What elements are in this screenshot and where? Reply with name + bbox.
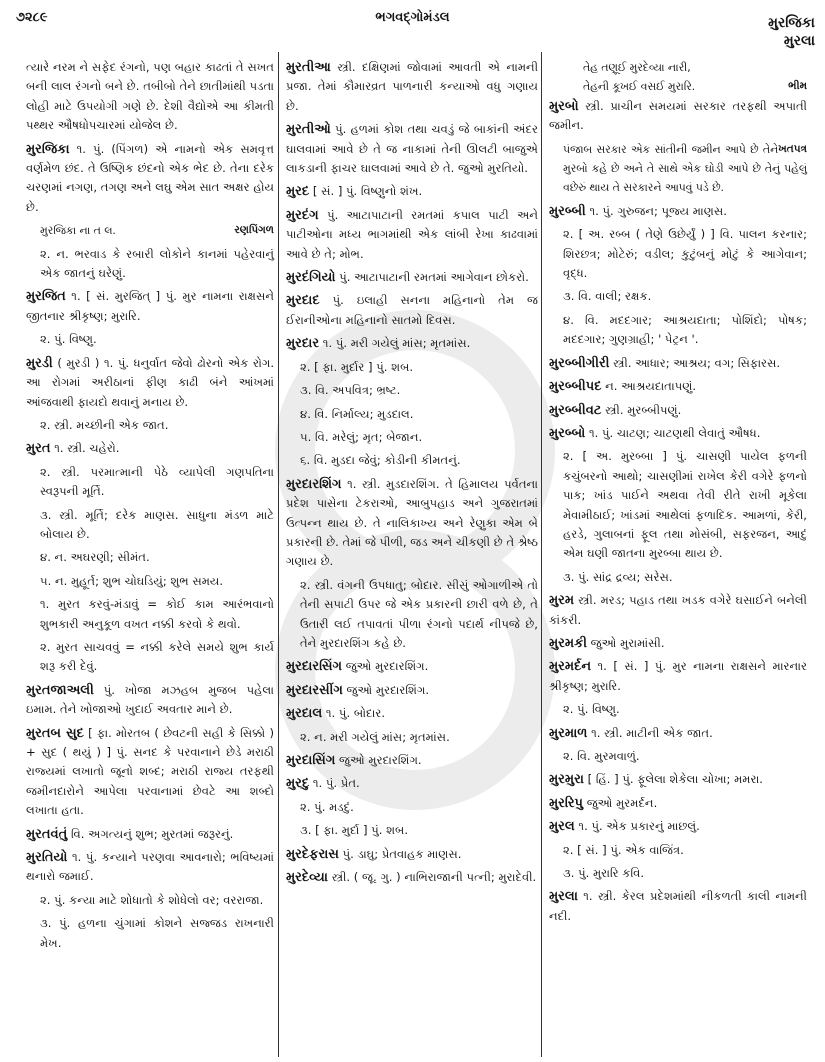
definition-text: ૪. વિ. નિર્માલ્ય; મુડદાલ. bbox=[300, 406, 414, 421]
dictionary-entry bbox=[286, 751, 538, 770]
definition-text: ૧. પું. બોદાર. bbox=[325, 706, 386, 721]
definition-text: ૨. [ સં. ] પું. એક વાજિંત્ર. bbox=[563, 842, 684, 857]
dictionary-entry bbox=[286, 182, 538, 201]
definition-text: ૨. પું. કન્યા માટે શોધાતો કે શોધેલો વર; વરરાજા. bbox=[40, 892, 264, 907]
definition-text: ૨. વિ. મુરમવાળું. bbox=[563, 749, 640, 763]
sense-item bbox=[563, 311, 807, 350]
headword: મુરજિકા bbox=[26, 141, 70, 157]
definition-text: જુઓ મુરદારશિંગ. bbox=[345, 659, 429, 674]
definition-text: ૨. [ ફા. મુર્દાર ] પું. શબ. bbox=[300, 359, 414, 374]
definition-text: જુઓ મુરમર્દન. bbox=[586, 795, 658, 810]
headword: મુરલ bbox=[549, 819, 575, 835]
sense-item bbox=[300, 428, 538, 447]
definition-text: સ્ત્રી. આધાર; આશ્રય; વગ; સિફારસ. bbox=[613, 355, 781, 370]
book-title: ભગવદ્ગોમંડલ bbox=[375, 10, 450, 25]
headword: મુરમાળ bbox=[549, 725, 588, 741]
sense-item bbox=[40, 891, 274, 910]
definition-text: ૩. [ ફા. મુર્દા ] પું. શબ. bbox=[300, 823, 409, 838]
headword: મુરતવંતું bbox=[26, 826, 68, 842]
source-attribution: ભીમ bbox=[788, 80, 807, 93]
headword: મુરતજાઅલી bbox=[26, 682, 94, 698]
headword: મુરદારસીંગ bbox=[286, 682, 343, 698]
headword: મુરદાસિંગ bbox=[286, 753, 336, 768]
sense-item bbox=[300, 381, 538, 400]
definition-text: ૧. પું. પ્રેત. bbox=[312, 776, 360, 791]
definition-text: મુરજિકા ના ત લ. bbox=[40, 224, 116, 238]
sense-item bbox=[563, 700, 807, 719]
definition-text: જુઓ મુરામાંસી. bbox=[590, 635, 665, 650]
sense-item bbox=[40, 595, 274, 634]
guide-word-first: મુરજિકા bbox=[768, 15, 815, 31]
definition-text: ૩. સ્ત્રી. મૂર્તિ; દરેક માણસ. સાધુના મંડળ માટે બોલાય છે. bbox=[40, 507, 274, 541]
column-2 bbox=[286, 58, 538, 891]
headword: મુરદંગિયો bbox=[286, 270, 336, 286]
headword: મુરદારસિંગ bbox=[286, 659, 343, 675]
definition-text: ૪. વિ. મદદગાર; આશ્રયદાતા; પોશિંદો; પોષક; મદદગાર; ગુણગ્રાહી; ' પેટ્રન '. bbox=[563, 312, 807, 347]
dictionary-entry bbox=[286, 291, 538, 330]
dictionary-entry bbox=[549, 202, 807, 221]
definition-text: પું. હળમાં કોશ તથા ચવડું જે બાકાંની અંદર ઘાલવામાં આવે છે તે જ નાકામાં તેની ઊલટી બાજુએ લાકડાની ફાચર ઘાલવામાં આવે છે તે. જુઓ મુરતિયો. bbox=[286, 122, 538, 176]
headword: મુરતિયો bbox=[26, 850, 68, 866]
column-divider bbox=[541, 52, 542, 1057]
definition-text: જુઓ મુરદારશિંગ. bbox=[339, 753, 422, 767]
headword: મુરદેવ્યા bbox=[286, 870, 328, 886]
sense-item bbox=[40, 416, 274, 435]
headword: મુરદંગ bbox=[286, 207, 319, 223]
headword: મુરમર્દન bbox=[549, 659, 592, 675]
definition-text: ત્યારે નરમ ને સફેદ રંગનો, પણ બહાર કાઢતાં તે સખત બની લાલ રંગનો બને છે. તબીબો તેને છાતીમાંથી પડતા લોહી માટે ઉપયોગી ગણે છે. દેશી વૈદ્યોએ આ કીમતી પથ્થર ઔષધોપચારમાં યોજેલ છે. bbox=[26, 60, 274, 133]
definition-text: ૨. પું. વિષ્ણુ. bbox=[563, 702, 620, 717]
sense-item bbox=[40, 330, 274, 349]
column-divider bbox=[278, 52, 279, 1057]
definition-text: ૧. મુરત કરવું-મંડાવું = કોઈ કામ આરંભવાનો શુભકારી અનુકૂળ વખત નક્કી કરવો કે થવો. bbox=[40, 597, 274, 631]
sense-item bbox=[563, 864, 807, 883]
headword: મુરદાદ bbox=[286, 293, 320, 309]
source-attribution: ખતપત્ર bbox=[778, 142, 807, 155]
sense-item bbox=[300, 358, 538, 377]
dictionary-entry bbox=[549, 401, 807, 420]
headword: મુરમકી bbox=[549, 635, 587, 651]
dictionary-entry bbox=[549, 424, 807, 443]
definition-text: ૨. સ્ત્રી. મચ્છીની એક જાત. bbox=[40, 417, 169, 432]
dictionary-entry bbox=[286, 58, 538, 116]
page-header bbox=[0, 0, 825, 52]
definition-text: ૩. પું. હળના ચુંગામાં કોશને સજ્જડ રાખનારી મેખ. bbox=[40, 916, 274, 950]
dictionary-entry bbox=[549, 657, 807, 696]
definition-text: ૬. વિ. મુડદા જેવું; કોડીની કીમતનું. bbox=[300, 453, 461, 468]
definition-text: ૩. પું. મુરારિ કવિ. bbox=[563, 866, 645, 881]
definition-text: ૧. [ સં. મુરજિત્ ] પું. મુર નામના રાક્ષસને જીતનાર શ્રીકૃષ્ણ; મુરારિ. bbox=[26, 289, 274, 323]
dictionary-entry bbox=[549, 591, 807, 630]
definition-text: તેહ તણૂઈ મુરદેવ્યા નારી, bbox=[583, 61, 691, 74]
headword: મુરજિત bbox=[26, 289, 66, 305]
definition-text: ૪. ન. અઘરણી; સીમંત. bbox=[40, 550, 150, 565]
definition-text: પું. ઇલાહી સનના મહિનાનો તેમ જ ઈરાનીઓના મહિનાનો સાતમો દિવસ. bbox=[286, 293, 538, 327]
dictionary-entry bbox=[286, 845, 538, 864]
column-3 bbox=[549, 58, 807, 930]
definition-text: ૨. ન. મરી ગયેલું માંસ; મૃતમાંસ. bbox=[300, 729, 450, 744]
definition-text: ( મુરડી ) ૧. પું. ધનુર્વાત જેવો ઢોરનો એક રોગ. આ રોગમાં અરીઠાનાં ફીણ કાઢી બંને આંખમાં આંજવાથી ફાયદો થવાનું મનાય છે. bbox=[26, 355, 275, 409]
definition-text: ૨. મુરત સાચવવું = નક્કી કરેલે સમયે શુભ કાર્ય શરૂ કરી દેવું. bbox=[40, 639, 274, 674]
dictionary-entry bbox=[286, 681, 538, 700]
dictionary-entry bbox=[26, 287, 274, 326]
dictionary-entry bbox=[549, 354, 807, 373]
definition-text: તેહની કૂખઈ વસઈ મુરારિ. bbox=[583, 80, 696, 94]
continued-text bbox=[26, 58, 274, 136]
definition-text: [ ફા. મોરતબ ( છેવટની સહી કે સિક્કો ) + સુદ ( થયું ) ] પું. સનદ કે પરવાનાને છેડે મરાઠી રાજ્યમાં લખાતો જૂનો શબ્દ; મરાઠી રાજ્ય તરફથી જમીનદારોને આપેલા પરવાનામાં છેવટે આ શબ્દો લખાતા હતા. bbox=[26, 725, 275, 818]
dictionary-entry bbox=[26, 439, 274, 458]
headword: મુરદેફરાસ bbox=[286, 846, 339, 862]
definition-text: ૨. સ્ત્રી. પરમાત્માની પેઠે વ્યાપેલી ગણપતિના સ્વરૂપની મૂર્તિ. bbox=[40, 464, 274, 499]
definition-text: ૨. પું. મડદું. bbox=[300, 799, 354, 814]
definition-text: ૨. પું. વિષ્ણુ. bbox=[40, 332, 97, 347]
headword: મુરદાર bbox=[286, 336, 320, 352]
headword: મુરબો bbox=[549, 98, 579, 114]
headword: મુરત bbox=[26, 441, 51, 457]
definition-text: ૧. પું. મરી ગયેલું માંસ; મૃતમાંસ. bbox=[322, 336, 471, 351]
headword: મુરમ bbox=[549, 593, 575, 609]
dictionary-entry bbox=[549, 377, 807, 396]
definition-text: ૩. વિ. અપવિત્ર; ભ્રષ્ટ. bbox=[300, 383, 401, 398]
headword: મુરબ્બો bbox=[549, 425, 586, 441]
sense-item bbox=[40, 572, 274, 591]
sense-item bbox=[300, 798, 538, 817]
headword: મુરદાલ bbox=[286, 706, 323, 722]
headword: મુરતીઓ bbox=[286, 122, 331, 138]
headword: મુરદારશિંગ bbox=[286, 476, 342, 492]
definition-text: ન. આશ્રયદાતાપણું. bbox=[605, 379, 697, 394]
definition-text: જુઓ મુરદારશિંગ. bbox=[346, 682, 430, 697]
headword: મુરબ્બી bbox=[549, 203, 586, 219]
dictionary-entry bbox=[549, 724, 807, 743]
definition-text: પું. આટાપાટાની રમતમાં કપાલ પાટી અને પાટીઓના મધ્ય ભાગમાંથી એક લાંબી રેખા કાઢવામાં આવે છે તે; મોભ. bbox=[286, 207, 538, 261]
definition-text: ૩. વિ. વાલી; રક્ષક. bbox=[563, 289, 652, 304]
dictionary-entry bbox=[286, 475, 538, 572]
dictionary-entry bbox=[286, 206, 538, 264]
sense-item bbox=[563, 747, 807, 766]
sense-item bbox=[563, 841, 807, 860]
definition-text: સ્ત્રી. ( જૂ. ગુ. ) નાભિરાજાની પત્ની; મુરાદેવી. bbox=[331, 870, 537, 885]
definition-text: [ હિં. ] પું. ફૂલેલા શેકેલા ચોખા; મમરા. bbox=[587, 772, 763, 787]
headword: મુરતીઆ bbox=[286, 60, 331, 75]
quotation-line bbox=[583, 58, 807, 77]
definition-text: ૧. સ્ત્રી. માટીની એક જાત. bbox=[591, 725, 713, 740]
sense-item bbox=[40, 506, 274, 545]
dictionary-entry bbox=[286, 774, 538, 793]
sense-item bbox=[300, 405, 538, 424]
sense-item bbox=[300, 451, 538, 470]
definition-text: પું. ખોજા મઝહબ મુજબ પહેલા ઇમામ. તેને ખોજાઓ ખુદાઈ અવતાર માને છે. bbox=[26, 682, 274, 717]
headword: મુરદુ bbox=[286, 776, 310, 792]
sense-item bbox=[300, 821, 538, 840]
guide-word-last: મુરલા bbox=[783, 33, 815, 49]
source-attribution: રણપિંગળ bbox=[234, 224, 274, 237]
definition-text: ૧. પું. ચાટણ; ચાટણથી લેવાતું ઔષધ. bbox=[588, 425, 761, 440]
sense-item bbox=[40, 463, 274, 502]
sense-item bbox=[300, 576, 538, 654]
dictionary-entry bbox=[549, 794, 807, 813]
dictionary-entry bbox=[549, 887, 807, 926]
headword: મુરડી bbox=[26, 355, 53, 371]
guide-words bbox=[768, 14, 815, 50]
dictionary-entry bbox=[26, 724, 274, 821]
quotation-line bbox=[583, 77, 807, 96]
dictionary-entry bbox=[549, 817, 807, 836]
definition-text: ૨. [ અ. મુરબ્બા ] પું. ચાસણી પાયેલ ફળની કચુંબરનો આથો; ચાસણીમાં રાખેલ કેરી વગેરે ફળનો પાક; ખાંડ પાઈને અથવા તેવી રીતે રાખી મૂકેલા મેવામીઠાઈ; ખાંડમાં આથેલાં ફળાદિક. આમળાં, કેરી, હરડે, ગુલાબનાં ફૂલ તથા મોસંબી, સફરજન, આદું એમ ઘણી જાતના મુરબ્બા થાય છે. bbox=[563, 449, 807, 561]
definition-text: સ્ત્રી. પ્રાચીન સમયમાં સરકાર તરફથી અપાતી જમીન. bbox=[549, 98, 807, 133]
dictionary-entry bbox=[549, 634, 807, 653]
definition-text: ૨. [ અ. રબ્બ ( તેણે ઉછેર્યું ) ] વિ. પાલન કરનાર; શિરછત્ર; મોટેરું; વડીલ; કુટુંબનું મોટું કે આગેવાન; વૃદ્ધ. bbox=[563, 227, 807, 281]
definition-text: ૧. પું. ગુરુજન; પૂજ્ય માણસ. bbox=[589, 203, 727, 218]
sense-item bbox=[40, 245, 274, 284]
headword: મુરમુરા bbox=[549, 772, 584, 788]
dictionary-entry bbox=[26, 354, 274, 412]
dictionary-entry bbox=[286, 704, 538, 723]
definition-text: પું. આટાપાટાની રમતમાં આગેવાન છોકરો. bbox=[339, 270, 529, 285]
definition-text: ૧. સ્ત્રી. મુડદારશિંગ. તે હિમાલય પર્વતના પ્રદેશ પાસેના ટેકરાઓ, આબુપહાડ અને ગુજરાતમાં ઉત્પન્ન થાય છે. તે નાલિકાખ્ય અને રેણુકા એમ બે પ્રકારની છે. તેમાં જે પીળી, જડ અને ચીકણી છે તે શ્રેષ્ઠ ગણાય છે. bbox=[286, 476, 538, 569]
definition-text: સ્ત્રી. દક્ષિણમાં જોવામાં આવતી એ નામની પ્રજા. તેમાં કૌમારવ્રત પાળનારી કન્યાઓ વધુ ગણાય છે. bbox=[286, 60, 539, 113]
definition-text: પંજાબ સરકાર એક સાંતીની જમીન આપે છે તેને મુરબો કહે છે અને તે સાથે એક ઘોડી આપે છે તેનું પહેલું વછેરું થાય તે સરકારને આપવું પડે છે. bbox=[563, 142, 807, 195]
definition-text: ૧. પું. કન્યાને પરણવા આવનારો; ભવિષ્યમાં થનારો જમાઈ. bbox=[26, 850, 275, 884]
dictionary-entry bbox=[286, 120, 538, 178]
definition-text: ૨. ન. ભરવાડ કે રબારી લોકોને કાનમાં પહેરવાનું એક જાતનું ઘરેણું. bbox=[40, 246, 274, 281]
sense-item bbox=[563, 568, 807, 587]
dictionary-entry bbox=[26, 825, 274, 844]
headword: મુરબ્બીવટ bbox=[549, 402, 602, 418]
dictionary-entry bbox=[286, 334, 538, 353]
sense-item bbox=[300, 728, 538, 747]
sense-item bbox=[563, 225, 807, 283]
definition-text: પું. ડાઘુ; પ્રેતવાહક માણસ. bbox=[342, 846, 462, 861]
definition-text: સ્ત્રી. મરડ; પહાડ તથા ખડક વગેરે ઘસાઈને બનેલી કાંકરી. bbox=[549, 593, 807, 627]
dictionary-entry bbox=[26, 140, 274, 218]
dictionary-entry bbox=[286, 268, 538, 287]
sense-item bbox=[40, 548, 274, 567]
headword: મુરબ્બીગીરી bbox=[549, 355, 610, 371]
citation-note bbox=[40, 221, 274, 240]
definition-text: ૧. સ્ત્રી. કેરલ પ્રદેશમાંથી નીકળતી કાલી નામની નદી. bbox=[549, 889, 807, 923]
definition-text: [ સં. ] પું. વિષ્ણુનો શંખ. bbox=[312, 184, 423, 199]
dictionary-entry bbox=[26, 848, 274, 887]
column-1 bbox=[26, 58, 274, 957]
dictionary-entry bbox=[286, 657, 538, 676]
citation-note bbox=[563, 140, 807, 198]
definition-text: ૨. સ્ત્રી. વંગની ઉપધાતુ; બોદાર. સીસું ઓગાળીએ તો તેની સપાટી ઉપર જે એક પ્રકારની છારી વળે છે, તે ઉતારી લઈ તપાવતાં પીળા રંગનો પદાર્થ નીપજે છે, તેને મુરદારશિંગ કહે છે. bbox=[300, 577, 538, 650]
definition-text: ૫. ન. મુહૂર્ત; શુભ ચોઘડિયું; શુભ સમય. bbox=[40, 573, 224, 588]
definition-text: સ્ત્રી. મુરબ્બીપણું. bbox=[605, 402, 682, 417]
definition-text: ૫. વિ. મરેલું; મૃત; બેજાન. bbox=[300, 429, 423, 444]
sense-item bbox=[40, 638, 274, 677]
dictionary-entry bbox=[286, 868, 538, 887]
sense-item bbox=[40, 914, 274, 953]
sense-item bbox=[563, 447, 807, 563]
definition-text: ૧. પું. એક પ્રકારનું માછલું. bbox=[578, 819, 700, 834]
definition-text: ૩. પું. સાંદ્ર દ્રવ્ય; સરેસ. bbox=[563, 569, 673, 584]
headword: મુરતબ સુદ bbox=[26, 725, 84, 741]
definition-text: ૧. [ સં. ] પું. મુર નામના રાક્ષસને મારનાર શ્રીકૃષ્ણ; મુરારિ. bbox=[549, 659, 807, 693]
sense-item bbox=[563, 287, 807, 306]
headword: મુરલા bbox=[549, 889, 578, 905]
dictionary-entry bbox=[549, 770, 807, 789]
dictionary-entry bbox=[26, 681, 274, 720]
headword: મુરરિપુ bbox=[549, 795, 583, 811]
headword: મુરદ bbox=[286, 184, 310, 200]
definition-text: ૧. પું. (પિંગળ) એ નામનો એક સમવૃત્ત વર્ણમેળ છંદ. તે ઉષ્ણિક છંદનો એક ભેદ છે. તેના દરેક ચરણમાં નગણ, તગણ અને લઘુ એમ સાત અક્ષર હોય છે. bbox=[26, 141, 275, 214]
definition-text: વિ. અગત્યનું શુભ; મુરતમાં જરૂરનું. bbox=[70, 826, 234, 841]
page-number: ૭૨૮૯ bbox=[16, 10, 48, 25]
headword: મુરબ્બીપદ bbox=[549, 379, 602, 395]
definition-text: ૧. સ્ત્રી. ચહેરો. bbox=[54, 441, 120, 456]
dictionary-entry bbox=[549, 97, 807, 136]
